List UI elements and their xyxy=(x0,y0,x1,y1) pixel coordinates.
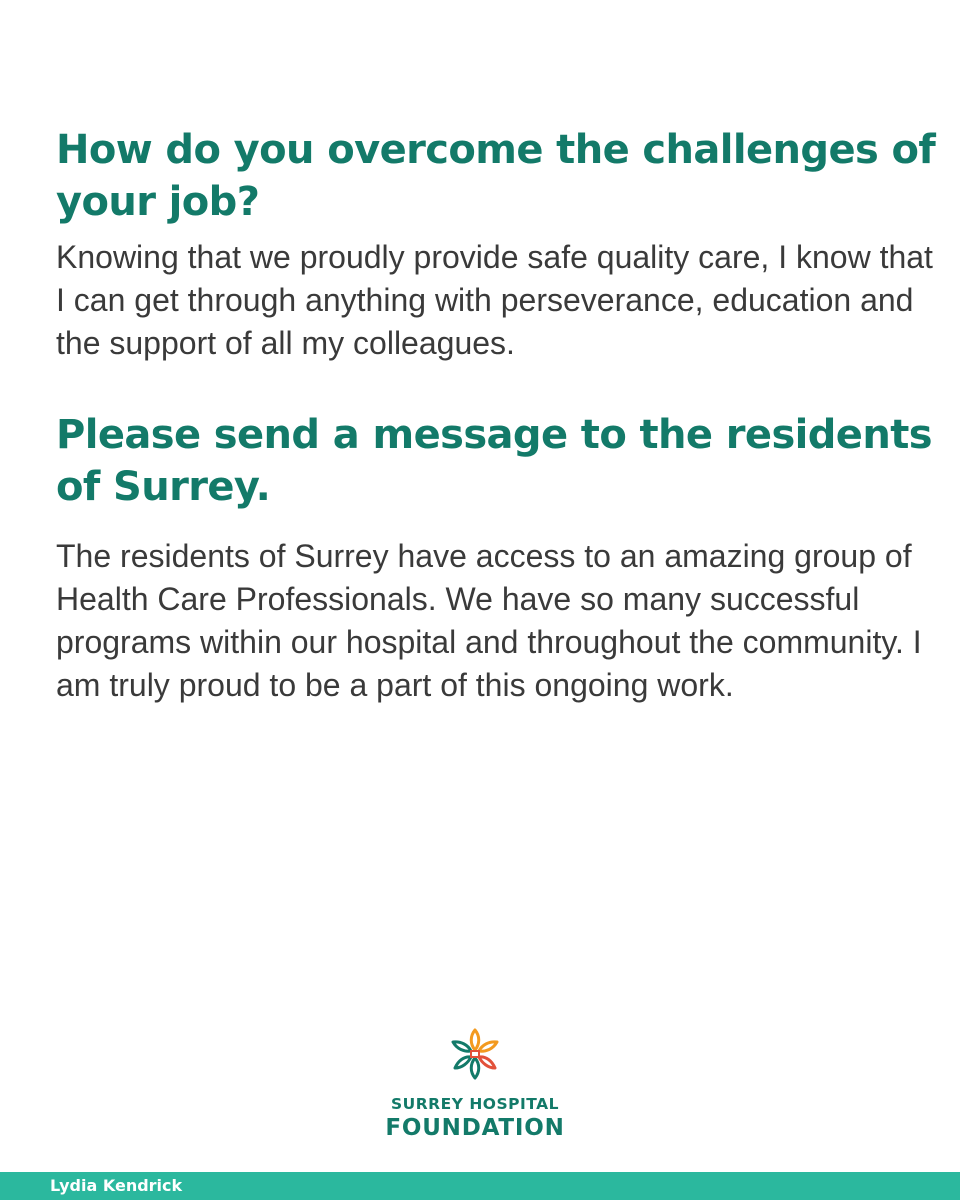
person-name: Lydia Kendrick xyxy=(50,1176,183,1195)
question-heading: How do you overcome the challenges of your job? xyxy=(56,127,936,225)
flower-star-logo-icon xyxy=(447,1026,503,1082)
question-heading: Please send a message to the residents of Surrey. xyxy=(56,412,932,510)
surrey-hospital-foundation-logo xyxy=(380,1026,570,1142)
interview-content xyxy=(56,120,936,707)
logo-text-line2: FOUNDATION xyxy=(385,1115,565,1141)
answer-paragraph: Knowing that we proudly provide safe quality care, I know that I can get through anything with perseverance, education and the support of all my colleagues. xyxy=(56,239,933,361)
answer-paragraph: The residents of Surrey have access to an amazing group of Health Care Professionals. We have so many successful programs within our hospital and throughout the community. I am truly proud to be a part of this ongoing work. xyxy=(56,538,922,703)
footer-bar xyxy=(0,1172,960,1200)
logo-text-line1: SURREY HOSPITAL xyxy=(390,1095,559,1113)
